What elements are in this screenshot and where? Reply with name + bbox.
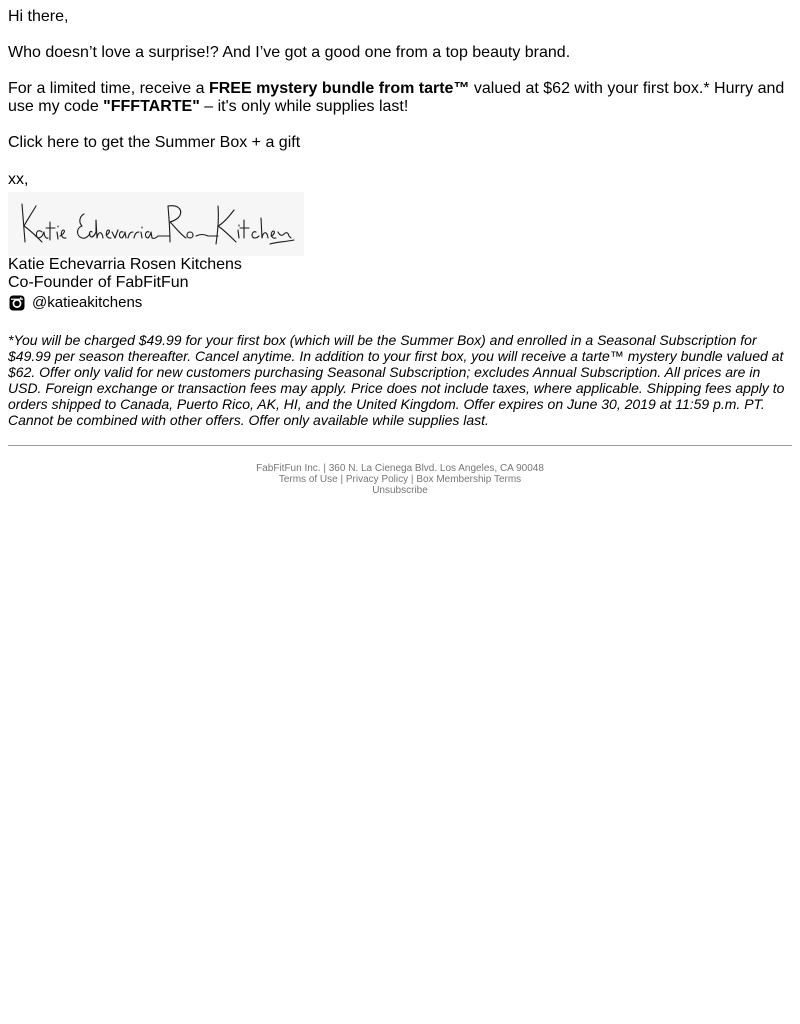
instagram-icon[interactable] bbox=[8, 294, 26, 312]
company-address: FabFitFun Inc. | 360 N. La Cienega Blvd. Los Angeles, CA 90048 bbox=[256, 463, 544, 474]
offer-disclaimer: *You will be charged $49.99 for your first box (which will be the Summer Box) and enrolled in a Seasonal Subscription for $49.99 per season thereafter. Cancel anytime. In addition to your first box, you will receive a tarte™ mystery bundle valued at $62. Offer only valid for new customers purchasing Seasonal Subscription; excludes Annual Subscription. All prices are in USD. Foreign exchange or transaction fees may apply. Price does not include taxes, where applicable. Shipping fees apply to orders shipped to Canada, Puerto Rico, AK, HI, and the United Kingdom. Offer expires on June 30, 2019 at 11:59 p.m. PT. Cannot be combined with other offers. Offer only available while supplies last. bbox=[8, 332, 785, 428]
sender-name: Katie Echevarria Rosen Kitchens bbox=[8, 256, 242, 273]
footer-divider bbox=[8, 445, 792, 446]
greeting: Hi there, bbox=[8, 8, 69, 25]
email-body bbox=[0, 0, 800, 496]
cta-paragraph bbox=[8, 134, 792, 152]
footer-links bbox=[8, 474, 792, 485]
link-separator: | bbox=[410, 474, 414, 485]
instagram-handle-link[interactable]: @katieakitchens bbox=[32, 294, 143, 311]
offer-paragraph bbox=[8, 80, 792, 116]
signoff: xx, bbox=[8, 171, 29, 188]
instagram-line bbox=[8, 293, 792, 313]
promo-code: "FFFTARTE" bbox=[103, 98, 200, 115]
unsubscribe-row bbox=[8, 485, 792, 496]
unsubscribe-link[interactable]: Unsubscribe bbox=[372, 485, 428, 496]
signature-image bbox=[8, 192, 304, 256]
offer-suffix: – it's only while supplies last! bbox=[199, 98, 409, 115]
terms-of-use-link[interactable]: Terms of Use bbox=[278, 474, 338, 485]
privacy-policy-link[interactable]: Privacy Policy bbox=[345, 474, 409, 485]
link-separator: | bbox=[340, 474, 344, 485]
sender-title: Co-Founder of FabFitFun bbox=[8, 274, 189, 291]
offer-highlight: FREE mystery bundle from tarte™ bbox=[208, 80, 470, 97]
offer-middle: valued at $62 with your first box.* Hurry and use my code bbox=[8, 80, 785, 115]
summer-box-link[interactable]: Click here to get the Summer Box + a gift bbox=[8, 134, 301, 151]
offer-prefix: For a limited time, receive a bbox=[8, 80, 209, 97]
footer bbox=[8, 463, 792, 496]
box-membership-terms-link[interactable]: Box Membership Terms bbox=[416, 474, 522, 485]
intro-paragraph: Who doesn’t love a surprise!? And I’ve got a good one from a top beauty brand. bbox=[8, 44, 571, 61]
